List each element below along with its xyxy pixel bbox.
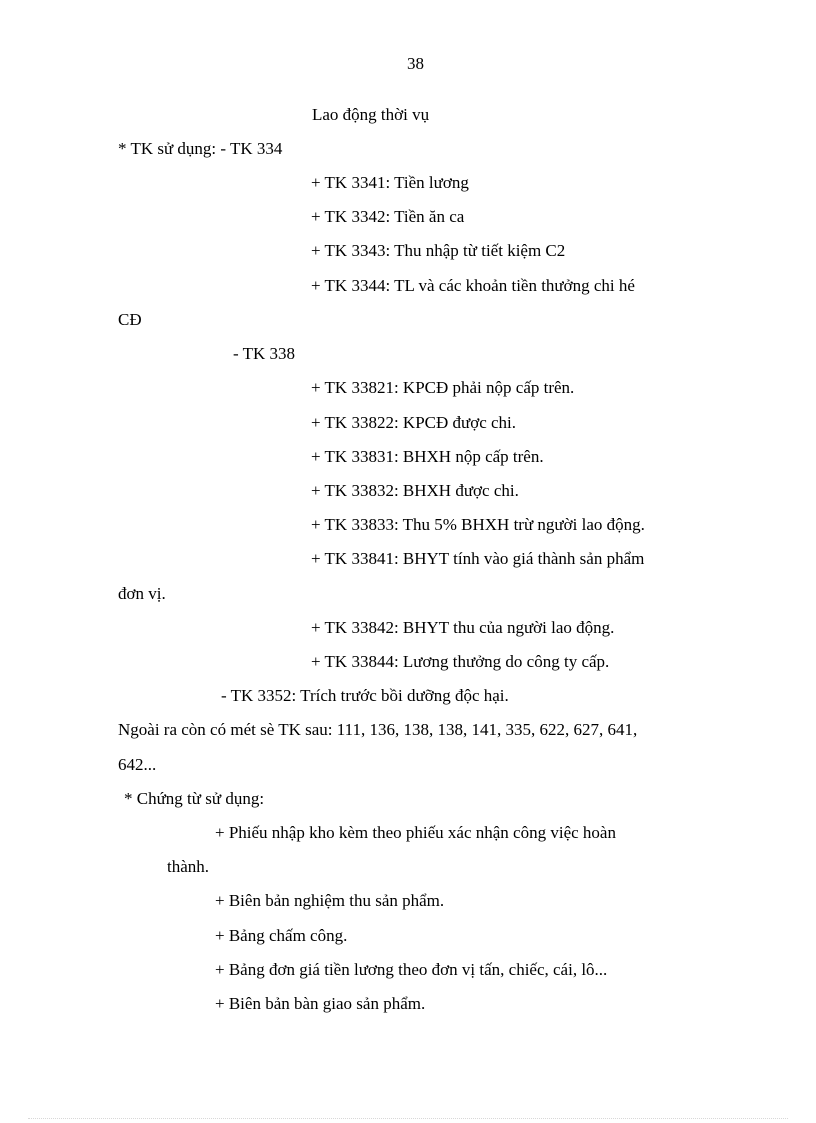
account-group-line: - TK 3352: Trích trước bồi dưỡng độc hại. <box>221 686 509 705</box>
page-number: 38 <box>407 54 424 73</box>
document-item: + Phiếu nhập kho kèm theo phiếu xác nhận công việc hoàn <box>215 823 616 842</box>
paragraph-line: 642... <box>118 755 157 774</box>
document-item: + Bảng đơn giá tiền lương theo đơn vị tấn, chiếc, cái, lô... <box>215 960 608 979</box>
paragraph-line: Ngoài ra còn có mét sè TK sau: 111, 136, 138, 138, 141, 335, 622, 627, 641, <box>118 720 638 739</box>
account-line: + TK 3344: TL và các khoản tiền thưởng chi hé <box>311 276 635 295</box>
account-line: + TK 33822: KPCĐ được chi. <box>311 413 517 432</box>
account-line: + TK 33833: Thu 5% BHXH trừ người lao động. <box>311 515 645 534</box>
documents-used-heading: * Chứng từ sử dụng: <box>124 789 265 808</box>
account-line: + TK 33832: BHXH được chi. <box>311 481 519 500</box>
page-bottom-divider <box>28 1118 788 1119</box>
account-line: + TK 3341: Tiền lương <box>311 173 469 192</box>
account-line-continuation: đơn vị. <box>118 584 166 603</box>
account-line: + TK 33831: BHXH nộp cấp trên. <box>311 447 544 466</box>
account-line: + TK 3342: Tiền ăn ca <box>311 207 465 226</box>
account-line: + TK 3343: Thu nhập từ tiết kiệm C2 <box>311 241 566 260</box>
document-item: + Biên bản bàn giao sản phẩm. <box>215 994 426 1013</box>
account-line: + TK 33844: Lương thưởng do công ty cấp. <box>311 652 610 671</box>
accounts-used-heading: * TK sử dụng: - TK 334 <box>118 139 283 158</box>
account-line-continuation: CĐ <box>118 310 142 329</box>
account-line: + TK 33841: BHYT tính vào giá thành sản phẩm <box>311 549 645 568</box>
document-item: + Biên bản nghiệm thu sản phẩm. <box>215 891 445 910</box>
document-item: + Bảng chấm công. <box>215 926 348 945</box>
account-line: + TK 33821: KPCĐ phải nộp cấp trên. <box>311 378 575 397</box>
document-item-continuation: thành. <box>167 857 210 876</box>
section-heading: Lao động thời vụ <box>312 105 430 124</box>
account-group-line: - TK 338 <box>233 344 296 363</box>
account-line: + TK 33842: BHYT thu của người lao động. <box>311 618 615 637</box>
